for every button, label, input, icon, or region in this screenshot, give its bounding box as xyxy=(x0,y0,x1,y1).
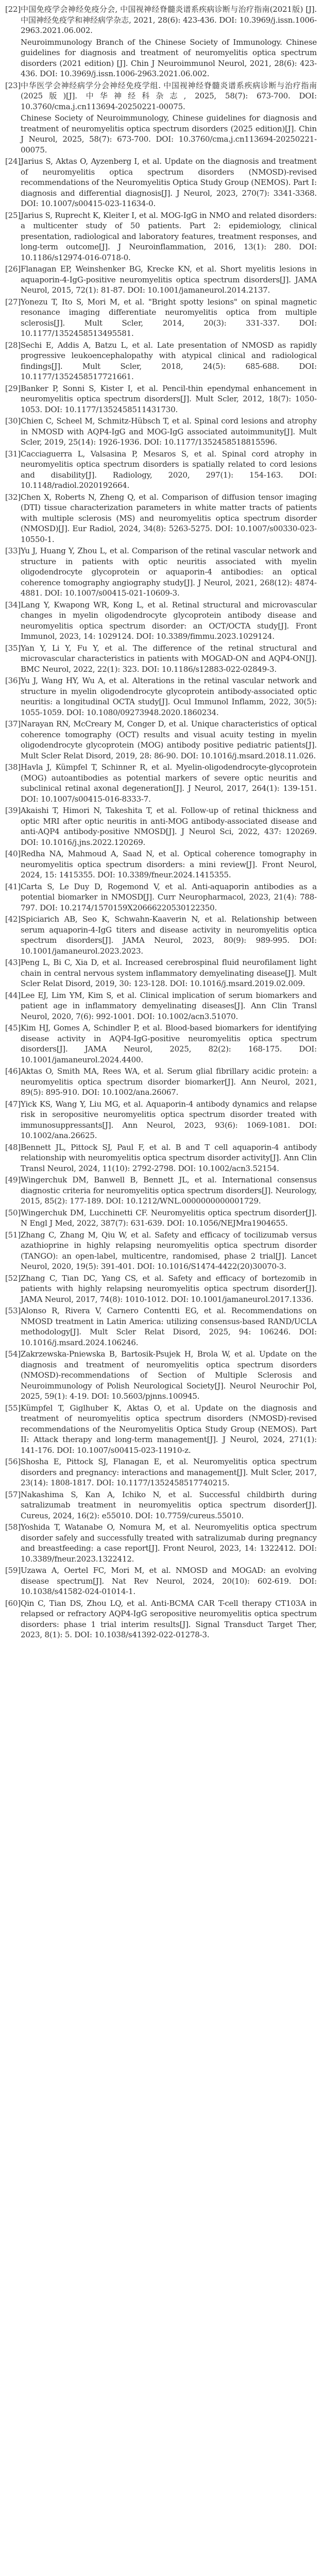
reference-item xyxy=(5,340,317,382)
reference-item xyxy=(5,264,317,296)
reference-number: [57] xyxy=(5,1489,21,1499)
reference-item xyxy=(5,849,317,880)
reference-text: Nakashima S, Kan A, Ichiko N, et al. Successful childbirth during satralizumab treatment in neuromyelitis optica spectrum disorder[J]. Cureus, 2024, 16(2): e55010. DOI: 10.7759/cureus.55010. xyxy=(21,1489,317,1520)
reference-text: Banker P, Sonni S, Kister I, et al. Pencil-thin ependymal enhancement in neuromyelitis optica spectrum disorders[J]. Mult Scler, 2012, 18(7): 1050-1053. DOI: 10.1177/1352458511431730. xyxy=(21,383,317,414)
reference-item xyxy=(5,990,317,1022)
reference-item xyxy=(5,1230,317,1272)
reference-item xyxy=(5,1208,317,1229)
reference-item xyxy=(5,416,317,448)
reference-text: Cacciaguerra L, Valsasina P, Mesaros S, et al. Spinal cord atrophy in neuromyelitis optica spectrum disorders is spatially related to cord lesions and disability[J]. Radiology, 2020, 297(1): 154-163. DOI: 10.1148/radiol.2020192664. xyxy=(21,449,317,490)
reference-item xyxy=(5,914,317,956)
reference-number: [48] xyxy=(5,1142,21,1152)
reference-text: Wingerchuk DM, Lucchinetti CF. Neuromyelitis optica spectrum disorder[J]. N Engl J Med, 2022, 387(7): 631-639. DOI: 10.1056/NEJMra1904655. xyxy=(21,1208,317,1228)
reference-text: Zhang C, Tian DC, Yang CS, et al. Safety and efficacy of bortezomib in patients with highly relapsing neuromyelitis optica spectrum disorder[J]. JAMA Neurol, 2017, 74(8): 1010-1012. DOI: 10.1001/jamaneurol.2017.1336. xyxy=(21,1273,317,1304)
reference-item xyxy=(5,80,317,112)
reference-item xyxy=(5,1023,317,1065)
reference-item xyxy=(5,1522,317,1564)
reference-text: Zhang C, Zhang M, Qiu W, et al. Safety and efficacy of tocilizumab versus azathioprine in highly relapsing neuromyelitis optica spectrum disorder (TANGO): an open-label, multicentre, randomised, phase 2 trial[J]. Lancet Neurol, 2020, 19(5): 391-401. DOI: 10.1016/S1474-4422(20)30070-3. xyxy=(21,1230,317,1271)
reference-text: Yu J, Wang HY, Wu A, et al. Alterations in the retinal vascular network and structure in myelin oligodendrocyte glycoprotein antibody-associated optic neuritis: a longitudinal OCTA study[J]. Ocul Immunol Inflamm, 2022, 30(5): 1055-1059. DOI: 10.1080/09273948.2020.1860234. xyxy=(21,676,317,717)
reference-text: Lang Y, Kwapong WR, Kong L, et al. Retinal structural and microvascular changes in myelin oligodendrocyte glycoprotein antibody disease and neuromyelitis optica spectrum disorder: an OCT/OCTA study[J]. Front Immunol, 2023, 14: 1029124. DOI: 10.3389/fimmu.2023.1029124. xyxy=(21,600,317,641)
reference-number: [59] xyxy=(5,1566,21,1575)
reference-number: [53] xyxy=(5,1306,21,1315)
reference-number: [50] xyxy=(5,1208,21,1217)
reference-item xyxy=(5,113,317,155)
reference-text: Jarius S, Aktas O, Ayzenberg I, et al. Update on the diagnosis and treatment of neuromyelitis optica spectrum disorders (NMOSD)-revised recommendations of the Neuromyelitis Optica Study Group (NEMOS). Part I: diagnosis and differential diagnosis[J]. J Neurol, 2023, 270(7): 3341-3368. DOI: 10.1007/s00415-023-11634-0. xyxy=(21,157,317,208)
reference-number: [41] xyxy=(5,882,21,891)
reference-number: [36] xyxy=(5,676,21,685)
reference-text: Wingerchuk DM, Banwell B, Bennett JL, et al. International consensus diagnostic criteria for neuromyelitis optica spectrum disorders[J]. Neurology, 2015, 85(2): 177-189. DOI: 10.1212/WNL.0000000000001729. xyxy=(21,1175,317,1206)
reference-item xyxy=(5,762,317,804)
reference-text: Narayan RN, McCreary M, Conger D, et al. Unique characteristics of optical coherence tomography (OCT) results and visual acuity testing in myelin oligodendrocyte glycoprotein (MOG) antibody positive pediatric patients[J]. Mult Scler Relat Disord, 2019, 28: 86-90. DOI: 10.1016/j.msard.2018.11.026. xyxy=(21,719,317,760)
reference-number: [22] xyxy=(5,5,21,14)
reference-text: Redha NA, Mahmoud A, Saad N, et al. Optical coherence tomography in neuromyelitis optica spectrum disorders: a mini review[J]. Front Neurol, 2024, 15: 1415355. DOI: 10.3389/fneur.2024.1415355. xyxy=(21,849,317,879)
reference-item xyxy=(5,882,317,913)
reference-number: [55] xyxy=(5,1403,21,1413)
reference-number: [31] xyxy=(5,449,21,459)
reference-text: Yu J, Huang Y, Zhou L, et al. Comparison of the retinal vascular network and structure in patients with optic neuritis associated with myelin oligodendrocyte glycoprotein or aquaporin-4 antibodies: an optical coherence tomography angiography study[J]. J Neurol, 2021, 268(12): 4874-4881. DOI: 10.1007/s00415-021-10609-3. xyxy=(21,546,317,598)
reference-text: Uzawa A, Oertel FC, Mori M, et al. NMOSD and MOGAD: an evolving disease spectrum[J]. Nat Rev Neurol, 2024, 20(10): 602-619. DOI: 10.1038/s41582-024-01014-1. xyxy=(21,1566,317,1596)
reference-number: [23] xyxy=(5,80,21,90)
reference-number: [28] xyxy=(5,340,21,350)
reference-item xyxy=(5,1598,317,1640)
reference-list xyxy=(5,4,317,1640)
reference-number: [49] xyxy=(5,1175,21,1184)
reference-number: [52] xyxy=(5,1273,21,1283)
reference-number: [47] xyxy=(5,1099,21,1109)
reference-item xyxy=(5,383,317,415)
reference-item xyxy=(5,1456,317,1488)
reference-number: [27] xyxy=(5,297,21,307)
reference-number: [60] xyxy=(5,1598,21,1608)
reference-text: 中国免疫学会神经免疫分会, 中国视神经脊髓炎谱系疾病诊断与治疗指南(2021版) [J]. 中国神经免疫学和神经病学杂志, 2021, 28(6): 423-436. DOI: 10.3969/j.issn.1006-2963.2021.06.002. xyxy=(21,5,317,35)
reference-text: Sechi E, Addis A, Batzu L, et al. Late presentation of NMOSD as rapidly progressive leukoencephalopathy with atypical clinical and radiological findings[J]. Mult Scler, 2018, 24(5): 685-688. DOI: 10.1177/1352458517721661. xyxy=(21,340,317,381)
reference-text: Chinese Society of Neuroimmunology, Chinese guidelines for diagnosis and treatment of neuromyelitis optica spectrum disorders (2025 edition)[J]. Chin J Neurol, 2025, 58(7): 673-700. DOI: 10.3760/cma.j.cn113694-20250221-00075. xyxy=(21,113,317,155)
reference-number: [44] xyxy=(5,990,21,1000)
reference-item xyxy=(5,805,317,848)
reference-text: Havla J, Kümpfel T, Schinner R, et al. Myelin-oligodendrocyte-glycoprotein (MOG) autoantibodies as potential markers of severe optic neuritis and subclinical retinal axonal degeneration[J]. J Neurol, 2017, 264(1): 139-151. DOI: 10.1007/s00415-016-8333-7. xyxy=(21,762,317,804)
reference-text: Yoshida T, Watanabe O, Nomura M, et al. Neuromyelitis optica spectrum disorder safely and successfully treated with satralizumab during pregnancy and breastfeeding: a case report[J]. Front Neurol, 2023, 14: 1322412. DOI: 10.3389/fneur.2023.1322412. xyxy=(21,1522,317,1564)
reference-number: [39] xyxy=(5,806,21,815)
reference-text: Chen X, Roberts N, Zheng Q, et al. Comparison of diffusion tensor imaging (DTI) tissue characterization parameters in white matter tracts of patients with multiple sclerosis (MS) and neuromyelitis optica spectrum disorder (NMOSD)[J]. Eur Radiol, 2024, 34(8): 5263-5275. DOI: 10.1007/s00330-023-10550-1. xyxy=(21,492,317,544)
reference-item xyxy=(5,1565,317,1597)
reference-number: [54] xyxy=(5,1349,21,1359)
reference-text: Yan Y, Li Y, Fu Y, et al. The difference of the retinal structural and microvascular characteristics in patients with MOGAD-ON and AQP4-ON[J]. BMC Neurol, 2022, 22(1): 323. DOI: 10.1186/s12883-022-02849-3. xyxy=(21,643,317,674)
reference-item xyxy=(5,4,317,36)
reference-number: [34] xyxy=(5,600,21,609)
reference-text: Kim HJ, Gomes A, Schindler P, et al. Blood-based biomarkers for identifying disease activity in AQP4-IgG-positive neuromyelitis optica spectrum disorders[J]. JAMA Neurol, 2025, 82(2): 168-175. DOI: 10.1001/jamaneurol.2024.4400. xyxy=(21,1023,317,1064)
reference-text: Carta S, Le Duy D, Rogemond V, et al. Anti-aquaporin antibodies as a potential biomarker in NMOSD[J]. Curr Neuropharmacol, 2023, 21(4): 788-797. DOI: 10.2174/1570159X20666220530122350. xyxy=(21,882,317,912)
reference-item xyxy=(5,156,317,209)
reference-number: [35] xyxy=(5,643,21,653)
reference-text: Bennett JL, Pittock SJ, Paul F, et al. B and T cell aquaporin-4 antibody relationship with neuromyelitis optica spectrum disorder activity[J]. Ann Clin Transl Neurol, 2024, 11(10): 2792-2798. DOI: 10.1002/acn3.52154. xyxy=(21,1142,317,1173)
reference-item xyxy=(5,957,317,989)
reference-item xyxy=(5,1066,317,1098)
reference-text: Shosha E, Pittock SJ, Flanagan E, et al. Neuromyelitis optica spectrum disorders and pregnancy: interactions and management[J]. Mult Scler, 2017, 23(14): 1808-1817. DOI: 10.1177/1352458517740215. xyxy=(21,1457,317,1487)
reference-number: [43] xyxy=(5,958,21,967)
reference-number: [30] xyxy=(5,416,21,426)
reference-number: [37] xyxy=(5,719,21,728)
reference-text: Jarius S, Ruprecht K, Kleiter I, et al. MOG-IgG in NMO and related disorders: a multicenter study of 50 patients. Part 2: epidemiology, clinical presentation, radiological and laboratory features, treatment responses, and long-term outcome[J]. J Neuroinflammation, 2016, 13(1): 280. DOI: 10.1186/s12974-016-0718-0. xyxy=(21,210,317,262)
reference-text: Aktas O, Smith MA, Rees WA, et al. Serum glial fibrillary acidic protein: a neuromyelitis optica spectrum disorder biomarker[J]. Ann Neurol, 2021, 89(5): 895-910. DOI: 10.1002/ana.26067. xyxy=(21,1066,317,1097)
reference-text: Yonezu T, Ito S, Mori M, et al. "Bright spotty lesions" on spinal magnetic resonance imaging differentiate neuromyelitis optica from multiple sclerosis[J]. Mult Scler, 2014, 20(3): 331-337. DOI: 10.1177/1352458513495581. xyxy=(21,297,317,338)
reference-number: [24] xyxy=(5,157,21,166)
reference-text: Akaishi T, Himori N, Takeshita T, et al. Follow-up of retinal thickness and optic MRI after optic neuritis in anti-MOG antibody-associated disease and anti-AQP4 antibody-positive NMOSD[J]. J Neurol Sci, 2022, 437: 120269. DOI: 10.1016/j.jns.2022.120269. xyxy=(21,806,317,847)
reference-number: [45] xyxy=(5,1023,21,1032)
reference-text: Zakrzewska-Pniewska B, Bartosik-Psujek H, Brola W, et al. Update on the diagnosis and treatment of neuromyelitis optica spectrum disorders (NMOSD)-recommendations of Section of Multiple Sclerosis and Neuroimmunology of Polish Neurological Society[J]. Neurol Neurochir Pol, 2025, 59(1): 4-19. DOI: 10.5603/pjnns.100945. xyxy=(21,1349,317,1401)
reference-text: Kümpfel T, Giglhuber K, Aktas O, et al. Update on the diagnosis and treatment of neuromyelitis optica spectrum disorders (NMOSD)-revised recommendations of the Neuromyelitis Optica Study Group (NEMOS). Part II: Attack therapy and long-term management[J]. J Neurol, 2024, 271(1): 141-176. DOI: 10.1007/s00415-023-11910-z. xyxy=(21,1403,317,1455)
reference-item xyxy=(5,492,317,545)
reference-item xyxy=(5,1349,317,1402)
reference-text: Peng L, Bi C, Xia D, et al. Increased cerebrospinal fluid neurofilament light chain in central nervous system inflammatory demyelinating disease[J]. Mult Scler Relat Disord, 2019, 30: 123-128. DOI: 10.1016/j.msard.2019.02.009. xyxy=(21,958,317,988)
reference-number: [25] xyxy=(5,210,21,220)
reference-number: [42] xyxy=(5,914,21,924)
reference-text: Flanagan EP, Weinshenker BG, Krecke KN, et al. Short myelitis lesions in aquaporin-4-IgG-positive neuromyelitis optica spectrum disorders[J]. JAMA Neurol, 2015, 72(1): 81-87. DOI: 10.1001/jamaneurol.2014.2137. xyxy=(21,264,317,295)
reference-number: [32] xyxy=(5,492,21,502)
reference-item xyxy=(5,600,317,642)
reference-text: Neuroimmunology Branch of the Chinese Society of Immunology. Chinese guidelines for diagnosis and treatment of neuromyelitis optica spectrum disorders (2021 edition) [J]. Chin J Neuroimmunol Neurol, 2021, 28(6): 423-436. DOI: 10.3969/j.issn.1006-2963.2021.06.002. xyxy=(21,37,317,78)
reference-item xyxy=(5,210,317,263)
reference-number: [29] xyxy=(5,383,21,393)
reference-item xyxy=(5,449,317,491)
reference-text: 中华医学会神经病学分会神经免疫学组. 中国视神经脊髓炎谱系疾病诊断与治疗指南(2025版)[J]. 中华神经科杂志, 2025, 58(7): 673-700. DOI: 10.3760/cma.j.cn113694-20250221-00075. xyxy=(21,80,317,111)
reference-item xyxy=(5,719,317,761)
reference-number: [38] xyxy=(5,762,21,772)
reference-number: [40] xyxy=(5,849,21,858)
reference-number: [26] xyxy=(5,264,21,274)
reference-item xyxy=(5,546,317,599)
reference-item xyxy=(5,37,317,79)
reference-number: [51] xyxy=(5,1230,21,1240)
reference-item xyxy=(5,1403,317,1456)
reference-text: Chien C, Scheel M, Schmitz-Hübsch T, et al. Spinal cord lesions and atrophy in NMOSD with AQP4-IgG and MOG-IgG associated autoimmunity[J]. Mult Scler, 2019, 25(14): 1926-1936. DOI: 10.1177/1352458518815596. xyxy=(21,416,317,447)
reference-text: Qin C, Tian DS, Zhou LQ, et al. Anti-BCMA CAR T-cell therapy CT103A in relapsed or refractory AQP4-IgG seropositive neuromyelitis optica spectrum disorders: phase 1 trial interim results[J]. Signal Transduct Target Ther, 2023, 8(1): 5. DOI: 10.1038/s41392-022-01278-3. xyxy=(21,1598,317,1639)
reference-item xyxy=(5,1099,317,1141)
reference-number: [33] xyxy=(5,546,21,555)
reference-text: Alonso R, Rivera V, Carnero Contentti EG, et al. Recommendations on NMOSD treatment in Latin America: utilizing consensus-based RAND/UCLA methodology[J]. Mult Scler Relat Disord, 2025, 94: 106246. DOI: 10.1016/j.msard.2024.106246. xyxy=(21,1306,317,1347)
reference-text: Lee EJ, Lim YM, Kim S, et al. Clinical implication of serum biomarkers and patient age in inflammatory demyelinating diseases[J]. Ann Clin Transl Neurol, 2020, 7(6): 992-1001. DOI: 10.1002/acn3.51070. xyxy=(21,990,317,1021)
reference-item xyxy=(5,643,317,675)
reference-number: [46] xyxy=(5,1066,21,1076)
reference-item xyxy=(5,297,317,339)
reference-number: [58] xyxy=(5,1522,21,1532)
reference-item xyxy=(5,1273,317,1305)
reference-item xyxy=(5,1175,317,1207)
reference-item xyxy=(5,1489,317,1521)
reference-text: Yick KS, Wang Y, Liu MG, et al. Aquaporin-4 antibody dynamics and relapse risk in seropositive neuromyelitis optica spectrum disorder treated with immunosuppressants[J]. Ann Neurol, 2023, 93(6): 1069-1081. DOI: 10.1002/ana.26625. xyxy=(21,1099,317,1140)
reference-text: Spiciarich AB, Seo K, Schwahn-Kaaverin N, et al. Relationship between serum aquaporin-4-IgG titers and disease activity in neuromyelitis optica spectrum disorders[J]. JAMA Neurol, 2023, 80(9): 989-995. DOI: 10.1001/jamaneurol.2023.2023. xyxy=(21,914,317,956)
reference-item xyxy=(5,1142,317,1174)
reference-item xyxy=(5,675,317,718)
reference-number: [56] xyxy=(5,1457,21,1466)
reference-item xyxy=(5,1306,317,1348)
